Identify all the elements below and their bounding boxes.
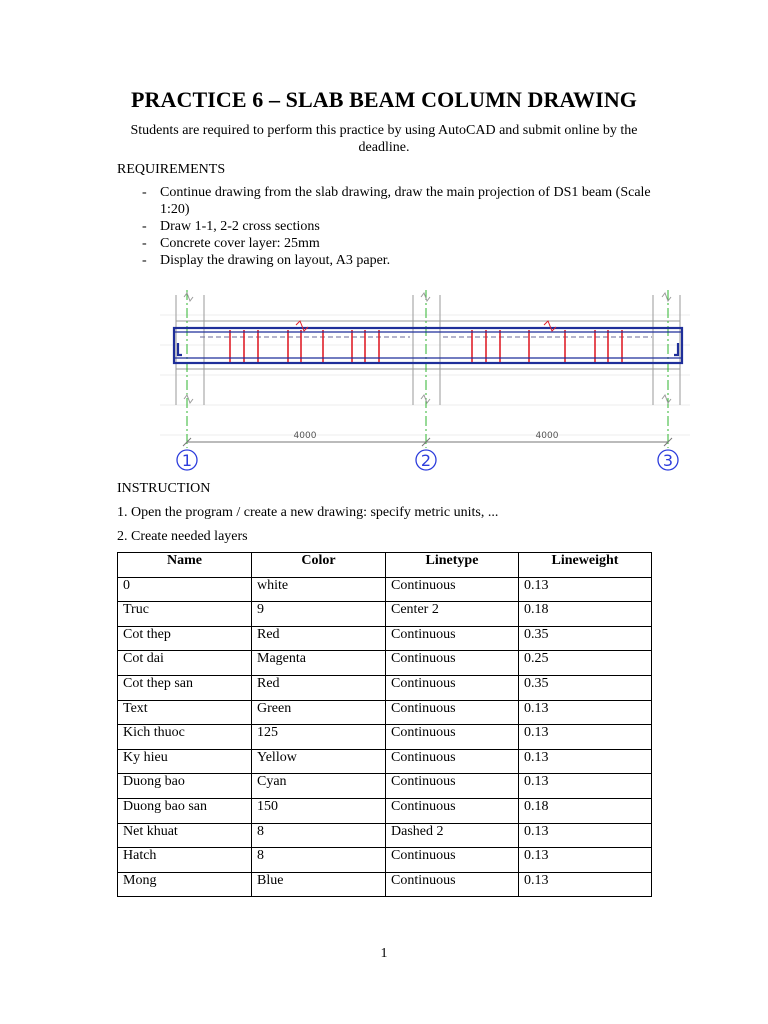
axis-label: 2 bbox=[420, 451, 432, 470]
cell-name: Truc bbox=[118, 602, 252, 627]
cell-linetype: Continuous bbox=[386, 749, 519, 774]
cell-color: Blue bbox=[252, 872, 386, 897]
cell-lineweight: 0.35 bbox=[519, 626, 652, 651]
requirements-heading: REQUIREMENTS bbox=[117, 162, 226, 177]
cell-color: 125 bbox=[252, 725, 386, 750]
beam-drawing bbox=[160, 285, 690, 475]
table-row bbox=[118, 798, 652, 823]
cell-color: Red bbox=[252, 626, 386, 651]
cell-name: Duong bao san bbox=[118, 798, 252, 823]
axis-label: 3 bbox=[662, 451, 674, 470]
cell-linetype: Continuous bbox=[386, 675, 519, 700]
cell-name: Text bbox=[118, 700, 252, 725]
table-row bbox=[118, 700, 652, 725]
cell-lineweight: 0.13 bbox=[519, 823, 652, 848]
table-row bbox=[118, 626, 652, 651]
list-item: - Draw 1-1, 2-2 cross sections bbox=[138, 218, 658, 235]
cell-name: Cot dai bbox=[118, 651, 252, 676]
dimension-label: 4000 bbox=[293, 431, 317, 441]
cell-lineweight: 0.18 bbox=[519, 798, 652, 823]
list-item: - Display the drawing on layout, A3 paper. bbox=[138, 252, 658, 269]
instruction-step-1: 1. Open the program / create a new drawing: specify metric units, ... bbox=[117, 505, 499, 520]
cell-linetype: Continuous bbox=[386, 700, 519, 725]
table-header-row bbox=[118, 553, 652, 578]
cell-name: Kich thuoc bbox=[118, 725, 252, 750]
cell-lineweight: 0.13 bbox=[519, 848, 652, 873]
table-row bbox=[118, 749, 652, 774]
cell-color: Cyan bbox=[252, 774, 386, 799]
cell-color: Red bbox=[252, 675, 386, 700]
cell-linetype: Continuous bbox=[386, 774, 519, 799]
cell-color: Magenta bbox=[252, 651, 386, 676]
cell-linetype: Continuous bbox=[386, 798, 519, 823]
table-row bbox=[118, 725, 652, 750]
table-row bbox=[118, 823, 652, 848]
cell-name: Cot thep bbox=[118, 626, 252, 651]
requirements-list bbox=[138, 184, 658, 269]
cell-lineweight: 0.13 bbox=[519, 774, 652, 799]
axis-label: 1 bbox=[181, 451, 193, 470]
cell-linetype: Continuous bbox=[386, 651, 519, 676]
cell-lineweight: 0.18 bbox=[519, 602, 652, 627]
column-header-name: Name bbox=[118, 553, 252, 578]
cell-color: Green bbox=[252, 700, 386, 725]
layers-table bbox=[117, 552, 652, 897]
column-outlines bbox=[176, 295, 680, 405]
cell-color: 9 bbox=[252, 602, 386, 627]
list-item: - Concrete cover layer: 25mm bbox=[138, 235, 658, 252]
table-row bbox=[118, 675, 652, 700]
table-row bbox=[118, 848, 652, 873]
break-marks bbox=[184, 293, 671, 403]
cell-lineweight: 0.13 bbox=[519, 749, 652, 774]
cell-lineweight: 0.13 bbox=[519, 700, 652, 725]
column-header-color: Color bbox=[252, 553, 386, 578]
cell-name: 0 bbox=[118, 577, 252, 602]
cell-lineweight: 0.13 bbox=[519, 872, 652, 897]
column-header-lineweight: Lineweight bbox=[519, 553, 652, 578]
cell-linetype: Center 2 bbox=[386, 602, 519, 627]
drawing-grid bbox=[160, 315, 690, 435]
cell-color: Yellow bbox=[252, 749, 386, 774]
cell-color: 150 bbox=[252, 798, 386, 823]
cell-linetype: Continuous bbox=[386, 725, 519, 750]
instruction-step-2: 2. Create needed layers bbox=[117, 529, 248, 544]
cell-linetype: Continuous bbox=[386, 577, 519, 602]
cell-name: Cot thep san bbox=[118, 675, 252, 700]
table-row bbox=[118, 602, 652, 627]
cell-color: white bbox=[252, 577, 386, 602]
cell-name: Hatch bbox=[118, 848, 252, 873]
dimension-label: 4000 bbox=[535, 431, 559, 441]
dimension-line bbox=[183, 438, 672, 446]
cell-lineweight: 0.25 bbox=[519, 651, 652, 676]
column-header-linetype: Linetype bbox=[386, 553, 519, 578]
cell-name: Ky hieu bbox=[118, 749, 252, 774]
table-body bbox=[118, 577, 652, 897]
intro-text: Students are required to perform this practice by using AutoCAD and submit online by the deadline. bbox=[130, 123, 638, 155]
cell-linetype: Continuous bbox=[386, 626, 519, 651]
cell-linetype: Dashed 2 bbox=[386, 823, 519, 848]
table-row bbox=[118, 577, 652, 602]
cell-lineweight: 0.35 bbox=[519, 675, 652, 700]
page-number: 1 bbox=[380, 946, 388, 961]
page-title: PRACTICE 6 – SLAB BEAM COLUMN DRAWING bbox=[130, 87, 638, 112]
instruction-heading: INSTRUCTION bbox=[117, 481, 211, 496]
cell-name: Mong bbox=[118, 872, 252, 897]
table-row bbox=[118, 872, 652, 897]
cell-color: 8 bbox=[252, 848, 386, 873]
table-row bbox=[118, 651, 652, 676]
cell-color: 8 bbox=[252, 823, 386, 848]
list-item: - Continue drawing from the slab drawing, draw the main projection of DS1 beam (Scale 1:20) bbox=[138, 184, 658, 218]
cell-name: Net khuat bbox=[118, 823, 252, 848]
cell-linetype: Continuous bbox=[386, 872, 519, 897]
table-row bbox=[118, 774, 652, 799]
cell-lineweight: 0.13 bbox=[519, 577, 652, 602]
cell-linetype: Continuous bbox=[386, 848, 519, 873]
cell-name: Duong bao bbox=[118, 774, 252, 799]
cell-lineweight: 0.13 bbox=[519, 725, 652, 750]
